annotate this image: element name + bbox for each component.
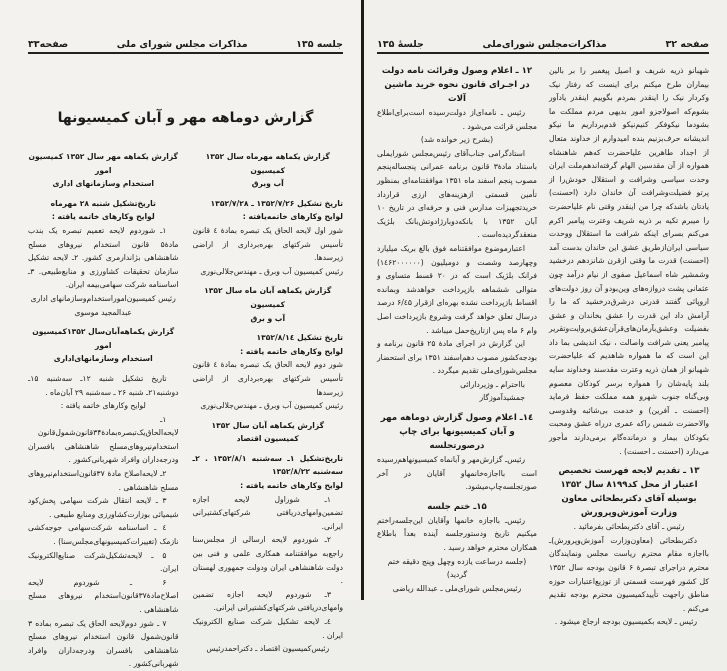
- letter-signature: جمشیدآموزگار: [479, 393, 525, 403]
- letter-signoff: بااحترام ـ وزیردارائی: [460, 379, 525, 389]
- item-14-heading: ۱٤ـ اعلام وصول گزارش دوماهه مهر و آبان کمیسیونها برای چاپ درصورتجلسه: [380, 413, 534, 452]
- item-text: ۱ـ شوراول لایحه اجازه تضمین‌وامهای‌دریافتی شرکتهای‌کشتیرانی ایرانی.: [192, 494, 343, 531]
- item-text: ۱ـ شوردوم لایحه تعمیم تبصره یک بندب مادهٔ۵ قانون استخدام نیروهای مسلح شاهنشاهی بژاندارمری کشور. ۲ـ لایحه تشکیل سازمان تحقیقات کشاورزی و منابع‌طبیعی. ۳ـ اساسنامه شرکت سهامی‌بیمه ایران.: [28, 225, 179, 290]
- committee-name: استخدام وسازمانهای‌اداری: [53, 354, 153, 364]
- signature: رئیس‌کمیسیون اقتصاد ـ دکتراحمدرئیس: [206, 644, 330, 654]
- item-text: ۱ـ لایحه‌الحاق‌یک‌تبصره‌بمادهٔ۳۴قانون‌شمول‌قانون استخدام‌نیروهای‌مسلح شاهنشاهی بافسران ودرجه‌داران وافراد شهربانی‌کشور .: [28, 414, 179, 465]
- session-dates: تاریخ‌تشکیل شنبه ۲۸ مهرماه: [50, 198, 156, 208]
- item-15-heading: ۱۵ـ ختم جلسه: [427, 501, 487, 512]
- speaker-line: رئیس ـ لایحه بکمیسیون بودجه ارجاع میشود .: [554, 617, 697, 627]
- column-speech-and-item-13: [549, 64, 709, 629]
- signature-name: عبدالمجید موسوی: [74, 307, 132, 317]
- item-text: ۳ ـ لایحه انتقال شرکت سهامی پخش‌کود شیمیائی بوزارت‌کشاورزی ومنابع طبیعی .: [28, 496, 179, 519]
- session-dates: تاریخ تشکیل ۱۳۵۲/۸/۱٤: [256, 333, 343, 343]
- two-column-body: [377, 64, 709, 629]
- journal-title: مذاکرات‌مجلس شورای‌ملی: [482, 39, 607, 50]
- letter-text: استادگرامی جناب‌آقای رئیس‌مجلس شورایملی باستناد مادهٔ۳ قانون برنامه عمرانی پنجساله‌پنجم مصوب پنجم اسفند ماه ۱۳۵۱ موافقتنامه‌ای بمنظور تأمین قسمتی ازهزینه‌های ارزی قرارداد خریدتجهیزات مدارس فنی و حرفه‌ای در تاریخ ۱۰ آبان ۱۳۵۲ با بانکه‌دوبارژادوتش‌بانک بلژیک منعقدگردیده‌است .: [377, 148, 538, 240]
- session-dates: تاریخ تشکیل شنبه ۱۲ـ سه‌شنبه ۱۵ـ دوشنبه۲۱ـ شنبه ۲۶ ـ سه‌شنبه ۲۹ آبان‌ماه .: [28, 373, 179, 397]
- column-water-power-economy: [193, 150, 344, 671]
- report-heading: گزارش یکماهه آبان ماه سال ۱۳۵۲ کمیسیون: [204, 286, 332, 309]
- item-text: شور اول لایحه الحاق یک تبصره بمادهٔ ٤ قانون تأسیس شرکتهای بهره‌برداری از اراضی زیرسدها.: [192, 225, 343, 263]
- closing-note: (جلسه درساعت یازده وچهل وپنج دقیقه ختم گردید): [387, 556, 527, 580]
- report-heading: گزارش یکماهه آبان سال ۱۳۵۲: [211, 420, 324, 430]
- letter-text: این گزارش در اجرای مادهٔ ۲۵ قانون برنامه و بودجه‌کشور مصوب دهم‌اسفند ۱۳۵۱ برای استحضار مجلس‌شورای‌ملی تقدیم میگردد .: [377, 339, 537, 376]
- section-title: گزارش دوماهه مهر و آبان کمیسیونها: [57, 110, 314, 126]
- committee-name: آب و برق: [250, 313, 286, 323]
- item-text: ۳ـ شوردوم لایحه اجازه تضمین وامهای‌دریافتی شرکتهای‌کشتیرانی ایرانی.: [192, 589, 343, 613]
- report-heading: گزارش یکماهه‌آبان‌سال ۱۳۵۲کمیسیون امور: [32, 327, 175, 350]
- completed-items-label: لوایح وکارهای خاتمه یافته :: [51, 212, 155, 222]
- running-header: [377, 36, 709, 54]
- journal-title: مذاکرات مجلس شورای ملی: [116, 39, 248, 50]
- session-number: جلسه ۱۳۵: [296, 39, 343, 50]
- speaker-line: رئیس‌ـ گزارش‌مهر و آبانماه کمیسیونهاهم‌رسیده است بااجازه‌خانمهاو آقایان در آخر صورتجلسه‌چاپ‌میشود.: [377, 455, 537, 492]
- signature: رئیس کمیسیون‌امور‌استخدام‌وسازمانهای اداری: [30, 293, 176, 303]
- speech-text: شهبانو ذریه شریف و اصیل پیغمبر را بر بالین بیماران طرح میکنم برای اینست که رفتار نیک وکردار نیک را اینقدر بمردم بگوییم اینقدر یادآور بشوم‌که اصولاجزو امور بدیهی مردم مملکت ما بشودما نیکوفکر کنیم‌نیکو قدم‌برداریم ما نیکو اندیشانه حرف‌بزنیم بنده امیدوارم از خداوند متعال از اجداد طاهرین علیاحضرت که‌هم شاهنشاه همواره از آن مقدسین الهام گرفته‌اندهم‌ملت ایران وحدت سیاسی وشرافت و استقلال خودش‌را از پرتو فضیلت‌وشرافت آن خاندان دارد (احسنت) یادتان باشدکه چرا من اینقدر وقتی نام علیاحضرت را میبرم تکیه بر ذریه شریف وعترت پیامبر اکرم می‌کنم بسرای اینکه شرافت ما استقلال ووحدت سیاسی ایران‌ازطریق عشق این خاندان بدست آمد (احسنت) قدرت ما وقتی ازقرن شانزدهم درخشید وشمشیر شاه اسماعیل صفوی از نیام درآمد چون عثمانی پشت دروازه‌های وین‌بودو آن روز دولت‌های اروپائی گفتند قدرتی درشرق‌درخشید که ما را آرامش داد این قدرت را عشق بخاندان و عشق بفضیلت وعشق‌بآرمان‌های‌قرآن‌عشق‌بروایت‌وتقریر پیامبر یعنی شرافت واصالت ، نیک اندیشی بما داد این است که ما همواره شاهدیم که علیاحضرت شهبانو از همان ذریه وعترت مقدسند وخداوند سایه بلند پایه‌شان را همواره برسر کودکان معصوم وبی‌گناه جنوب شهرو همه مملکت حفظ فرماید (احسنت ـ آفرین) و خدمت بی‌شائبه وقدوسی والاحضرت شمس راکه عمری درراه عشق ومحبت بکودکان بیمار و درمانده‌گام برمی‌دارند مأجور می‌دارد (احسنت ـ احسنت) .: [549, 66, 709, 456]
- column-items-12-14-15: [377, 64, 537, 629]
- page-number: صفحه۳۳: [28, 39, 69, 50]
- committee-name: استخدام وسازمانهای اداری: [52, 179, 155, 189]
- column-employment-admin: [28, 150, 179, 671]
- item-text: ٤ ـ اساسنامه شرکت‌سهامی جوجه‌کشی نازمک (تغییرات‌کمیسیونهای‌مجلس‌سنا) .: [28, 523, 179, 547]
- page-number: صفحه ۳۲: [665, 39, 709, 50]
- reading-note: (بشرح زیر خوانده شد): [420, 135, 494, 145]
- speaker-line: رئیس ـ آقای دکتربطحائی بفرمائید .: [573, 522, 685, 532]
- completed-items-label: لوایح وکارهای خاتمه یافته :: [240, 346, 343, 356]
- completed-items-label: لوایح وکارهای خاتمه‌یافته :: [242, 212, 343, 222]
- item-text: ۶ ـ شوردوم لایحه اصلاح‌مادهٔ۳۷قانون‌استخدام نیروهای مسلح شاهنشاهی .: [28, 577, 179, 614]
- session-number: جلسهٔ ۱۳۵: [377, 39, 424, 50]
- item-text: ٤ـ لایحه تشکیل شرکت صنایع الکترونیک ایران .: [192, 617, 343, 640]
- page-32: [363, 0, 727, 627]
- item-text: ۷ ـ شور دوم‌لایحه الحاق یک تبصره بماده ۳ قانون‌شمول قانون استخدام نیروهای مسلح شاهنشاهی بافسران ودرجه‌داران وافراد شهربانی‌کشور .: [28, 618, 179, 669]
- speaker-line: رئیس ـ نامه‌ای‌از دولت‌رسیده است‌برای‌اطلاع مجلس قرائت می‌شود .: [377, 108, 537, 131]
- item-text: ۵ ـ لایحه‌تشکیل‌شرکت صنایع‌الکترونیک ایران.: [28, 550, 179, 574]
- item-text: ۲ـ شوردوم لایحه ارسالی از مجلس‌سنا راجع‌به موافقتنامه همکاری علمی و فنی بین دولت شاهنشاهی ایران ودولت جمهوری لهستان .: [192, 535, 343, 586]
- item-13-heading: ۱۳ ـ تقدیم لایحه فهرست تخصیص اعتبار از محل کد۸۱۹۹ سال ۱۳۵۲ بوسیله آقای دکتربطحائی معاون وزارت آموزش‌وپرورش: [558, 466, 700, 519]
- session-dates: تاریخ تشکیل ۱۳۵۲/۷/۲۶ ـ ۱۳۵۲/۷/۲۸: [210, 198, 343, 208]
- letter-text: اعتبارموضوع موافقتنامه فوق بالغ بریک میلیارد وچهارصد وشصت و دومیلیون (۱٤۶۲۰۰۰۰۰۰) فرانک بلژیک است که در ۲۰ قسط متساوی و متوالی ششماهه بازپرداخت خواهدشد وبمانده اقساط بازپرداخت نشده بهره‌ای ازقرار ۶/٤۵ درصد درسال تعلق خواهد گرفت وشروع بازپرداخت اصل وام ۶ ماه پس ازتاریخ‌حمل میباشد .: [377, 243, 537, 335]
- report-heading: گزارش یکماهه مهر سال ۱۳۵۲ کمیسیون امور: [28, 152, 178, 175]
- item-text: شور دوم لایحه الحاق یک تبصره بمادهٔ ٤ قانون تأسیس شرکتهای بهره‌برداری از اراضی زیرسدها: [192, 360, 343, 397]
- committee-name: آب وبرق: [251, 179, 284, 189]
- two-column-body: [28, 150, 343, 671]
- speaker-line: دکتربطحائی (معاون‌وزارت آموزش‌وپرورش)ـ بااجازه مقام محترم ریاست مجلس ونمایندگان محترم دراجرای تبصرهٔ ۶ قانون بودجه سال ۱۳۵۲ کل کشور فهرست قسمتی از توزیع‌اعتبارات حوزه مناطق راجهت تأیید‌کمیسیون محترم بودجه تقدیم می‌کنم .: [549, 535, 709, 613]
- signature: رئیس کمیسیون آب وبرق ـ مهندس‌جلالی‌نوری: [200, 401, 343, 411]
- running-header: [28, 36, 343, 54]
- completed-items-label: لوایح وکارهای خاتمه یافته :: [60, 401, 146, 411]
- page-33: [0, 0, 363, 669]
- item-12-heading: ۱۲ ـ اعلام وصول وقرائت نامه دولت در اجـرای قانون نحوه خرید ماشین آلات: [381, 66, 533, 104]
- session-dates: تاریخ‌تشکیل ۱ـ سه‌شنبه ۱۳۵۲/۸/۱ . ۲ـ سه‌شنبه ۱۳۵۲/۸/۲۲: [192, 453, 343, 477]
- speaker-line: رئیس‌ـ بااجازه خانمها وآقایان این‌جلسه‌راختم میکنیم تاریخ ودستورجلسه آینده بعداً باطلاع همکاران محترم خواهد رسید .: [377, 515, 537, 553]
- completed-items-label: لوایح وکارهای خاتمه یافته :: [240, 481, 343, 491]
- signature: رئیس کمیسیون آب وبرق ـ مهندس‌جلالی‌نوری: [200, 266, 343, 276]
- report-heading: گزارش یکماهه مهرماه سال ۱۳۵۲ کمیسیون: [205, 152, 330, 175]
- closing-signature: رئیس‌مجلس شورای‌ملی ـ عبدالله ریاضی: [392, 583, 522, 593]
- committee-name: کمیسیون اقتصاد: [236, 434, 299, 444]
- item-text: ۲ـ لایحه‌اصلاح مادهٔ ۳۷قانون‌استخدام‌نیروهای مسلح شاهنشاهی .: [28, 469, 179, 492]
- binding-gutter: [361, 0, 364, 600]
